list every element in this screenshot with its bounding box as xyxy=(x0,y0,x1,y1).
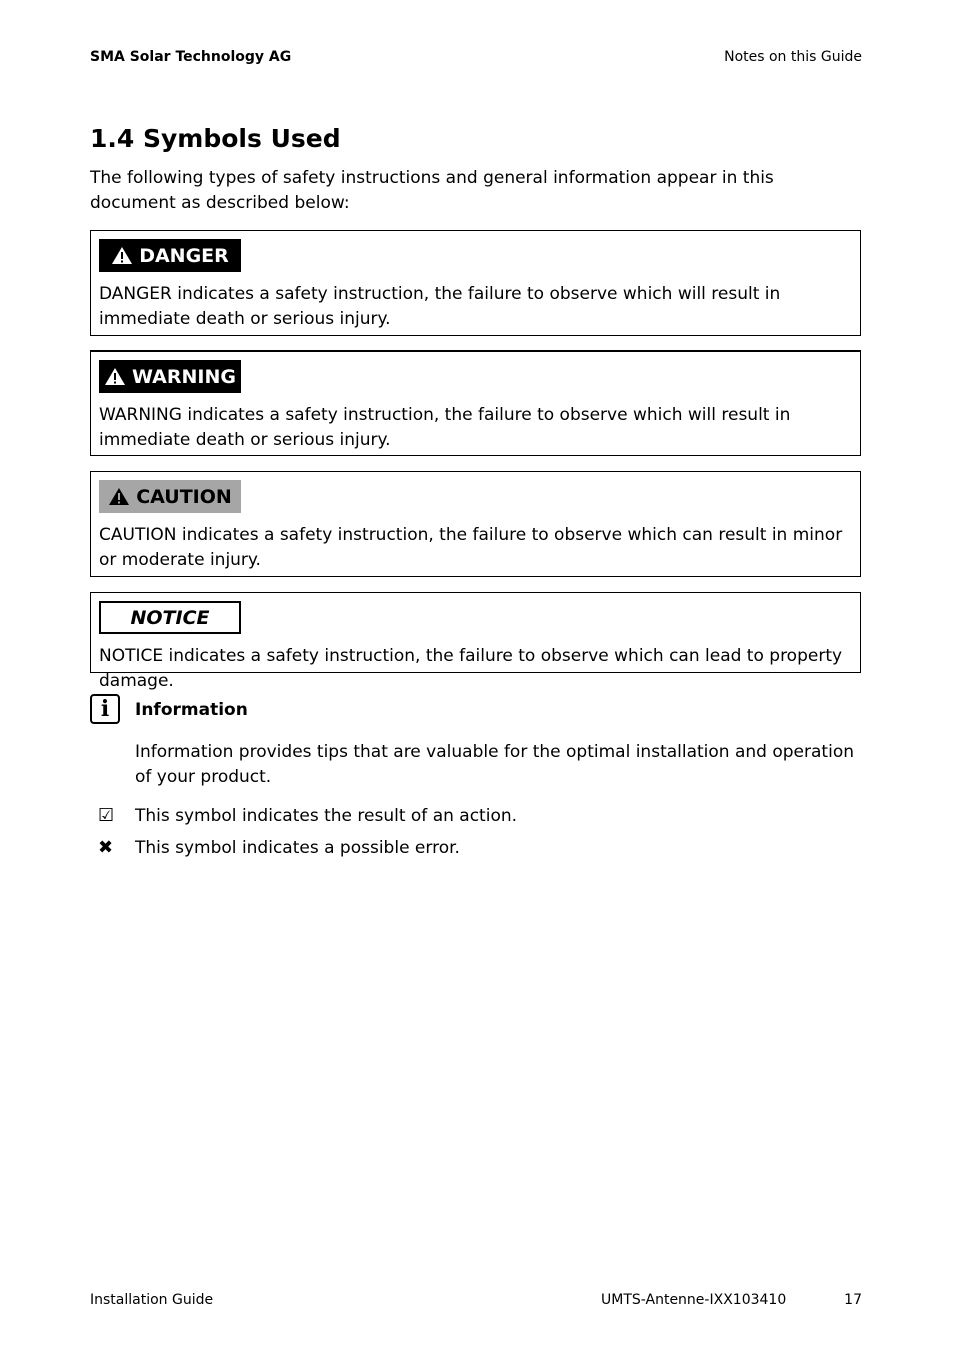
information-title: Information xyxy=(135,700,248,720)
warning-text: WARNING indicates a safety instruction, the failure to observe which will result in immediate death or serious injury. xyxy=(99,405,791,450)
danger-box xyxy=(90,230,861,336)
header-section: Notes on this Guide xyxy=(724,49,862,65)
footer-page-number: 17 xyxy=(844,1292,862,1308)
caution-box xyxy=(90,471,861,577)
notice-label-text: NOTICE xyxy=(130,606,210,629)
warning-label xyxy=(99,360,241,393)
danger-text: DANGER indicates a safety instruction, the failure to observe which will result in immediate death or serious injury. xyxy=(99,284,781,329)
intro-paragraph: The following types of safety instructions and general information appear in this document as described below: xyxy=(90,168,774,213)
warning-box xyxy=(90,350,861,456)
information-text: Information provides tips that are valuable for the optimal installation and operation of your product. xyxy=(135,742,854,787)
notice-text: NOTICE indicates a safety instruction, the failure to observe which can lead to property damage. xyxy=(99,646,843,691)
error-x-icon: ✖ xyxy=(98,837,114,858)
notice-label xyxy=(99,601,241,634)
caution-label xyxy=(99,480,241,513)
caution-text: CAUTION indicates a safety instruction, the failure to observe which can result in minor or moderate injury. xyxy=(99,525,843,570)
result-symbol-text: This symbol indicates the result of an action. xyxy=(135,806,518,826)
error-symbol-text: This symbol indicates a possible error. xyxy=(135,838,460,858)
caution-label-text: CAUTION xyxy=(136,485,232,508)
checkbox-icon: ☑ xyxy=(98,805,115,826)
warning-triangle-icon xyxy=(108,487,130,506)
danger-label-text: DANGER xyxy=(139,244,229,267)
danger-label xyxy=(99,239,241,272)
page-title: 1.4 Symbols Used xyxy=(90,124,341,153)
warning-triangle-icon xyxy=(111,246,133,265)
warning-triangle-icon xyxy=(104,367,126,386)
warning-label-text: WARNING xyxy=(132,365,236,388)
header-company: SMA Solar Technology AG xyxy=(90,49,292,65)
information-icon: i xyxy=(90,694,120,724)
notice-box xyxy=(90,592,861,691)
footer-doc-type: Installation Guide xyxy=(90,1292,214,1308)
footer-doc-id: UMTS-Antenne-IXX103410 xyxy=(601,1292,787,1308)
